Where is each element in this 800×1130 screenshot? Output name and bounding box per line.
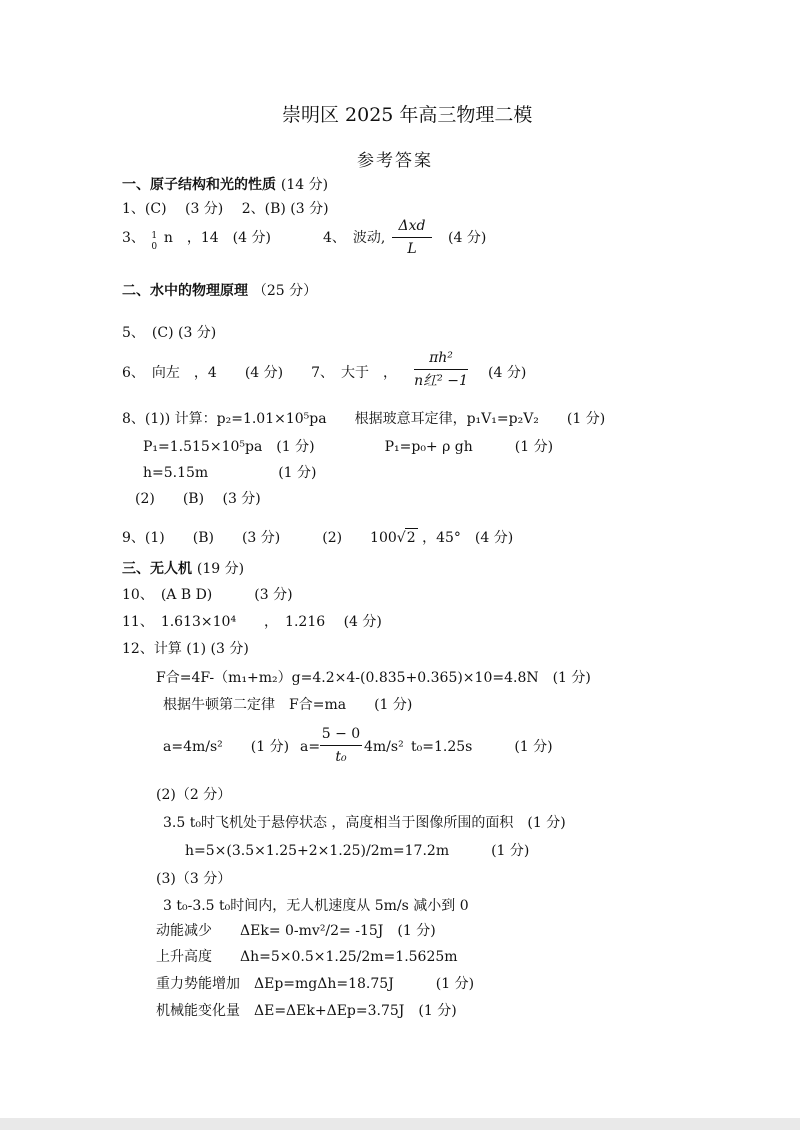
answer-q8-line3: h=5.15m (1 分): [143, 465, 317, 481]
bottom-edge-band: [0, 1118, 800, 1130]
q4-fraction: [392, 216, 432, 259]
q12-t0: t₀=1.25s (1 分): [411, 739, 553, 755]
q12-acceleration: a=4m/s² (1 分): [163, 739, 290, 755]
q9-part-a: 9、(1) (B) (3 分) (2) 100: [122, 530, 397, 546]
answer-q11: 11、 1.613×10⁴ ， 1.216 (4 分): [122, 614, 382, 630]
fraction-bar: [414, 369, 468, 370]
answer-q5: 5、 (C) (3 分): [122, 325, 217, 341]
page-subtitle: 参考答案: [357, 151, 433, 171]
q7-fraction: [414, 348, 468, 391]
neutron-symbol: [149, 229, 159, 252]
answer-q1-q2: 1、(C) (3 分) 2、(B) (3 分): [122, 201, 329, 217]
q12-part3-heading: (3)（3 分）: [156, 871, 232, 887]
q4-denominator: L: [407, 241, 417, 257]
q9-sqrt-value: 2: [406, 530, 416, 546]
answer-q8-line2: P₁=1.515×10⁵pa (1 分) P₁=p₀+ ρ gh (1 分): [143, 439, 554, 455]
section-2-heading: [122, 282, 317, 300]
answer-q3: [122, 229, 271, 252]
q12-part3-line2: 动能减少 ΔEk= 0-mv²/2= -15J (1 分): [156, 923, 436, 939]
q7-numerator: πh²: [429, 350, 453, 366]
section-3-points: (19 分): [196, 561, 245, 577]
q4-points: (4 分): [448, 230, 487, 246]
q12-part2-line2: h=5×(3.5×1.25+2×1.25)/2m=17.2m (1 分): [185, 843, 530, 859]
page-title: 崇明区 2025 年高三物理二模: [282, 104, 533, 126]
sqrt-symbol: √: [396, 530, 406, 546]
answer-q12-heading: 12、计算 (1) (3 分): [122, 641, 249, 657]
answer-q10: 10、 (A B D) (3 分): [122, 587, 293, 603]
q12-a2-value: 4m/s²: [364, 739, 404, 755]
q3-prefix: 3、: [122, 230, 145, 246]
answer-q6-q7: 6、 向左 ，4 (4 分) 7、 大于 ，: [122, 365, 398, 381]
q12-a2-fraction: [320, 724, 362, 767]
q12-a2-prefix: a=: [300, 739, 321, 755]
nuc-mass-number: 1: [151, 231, 158, 241]
q12-part2-line1: 3.5 t₀时飞机处于悬停状态 ，高度相当于图像所围的面积 (1 分): [163, 815, 566, 831]
q12-a2-denominator: t₀: [335, 749, 347, 765]
q12-part3-line5: 机械能变化量 ΔE=ΔEk+ΔEp=3.75J (1 分): [156, 1003, 457, 1019]
fraction-bar: [320, 745, 362, 746]
q12-part3-line4: 重力势能增加 ΔEp=mgΔh=18.75J (1 分): [156, 976, 475, 992]
section-3-label: 三、无人机: [122, 561, 192, 577]
q4-prefix: 4、 波动,: [323, 230, 386, 246]
fraction-bar: [392, 237, 432, 238]
q12-part3-line3: 上升高度 Δh=5×0.5×1.25/2m=1.5625m: [156, 949, 458, 965]
section-1-points: (14 分): [280, 177, 329, 193]
q3-rest: n ，14 (4 分): [163, 230, 271, 246]
section-3-heading: [122, 560, 244, 578]
q9-part-b: ，45° (4 分): [422, 530, 514, 546]
section-2-label: 二、水中的物理原理: [122, 283, 248, 299]
q12-a2-numerator: 5 − 0: [321, 726, 361, 742]
section-1-heading: [122, 176, 328, 194]
answer-q8-line4: (2) (B) (3 分): [135, 491, 261, 507]
section-1-label: 一、原子结构和光的性质: [122, 177, 276, 193]
q12-part3-line1: 3 t₀-3.5 t₀时间内，无人机速度从 5m/s 减小到 0: [163, 898, 469, 914]
q7-points: (4 分): [488, 365, 527, 381]
q4-numerator: Δxd: [398, 218, 426, 234]
answer-q9: [122, 528, 513, 547]
answer-q8-line1: 8、(1)) 计算：p₂=1.01×10⁵pa 根据玻意耳定律，p₁V₁=p₂V₂ (1 分): [122, 411, 606, 427]
q12-newton-law: 根据牛顿第二定律 F合=ma (1 分): [163, 697, 413, 713]
q12-part2-heading: (2)（2 分）: [156, 787, 232, 803]
section-2-points: （25 分）: [252, 283, 318, 299]
q12-net-force: F合=4F-（m₁+m₂）g=4.2×4-(0.835+0.365)×10=4.8N (1 分): [156, 670, 591, 686]
q7-denominator: n红² −1: [414, 373, 468, 389]
nuc-atomic-number: 0: [151, 242, 158, 252]
